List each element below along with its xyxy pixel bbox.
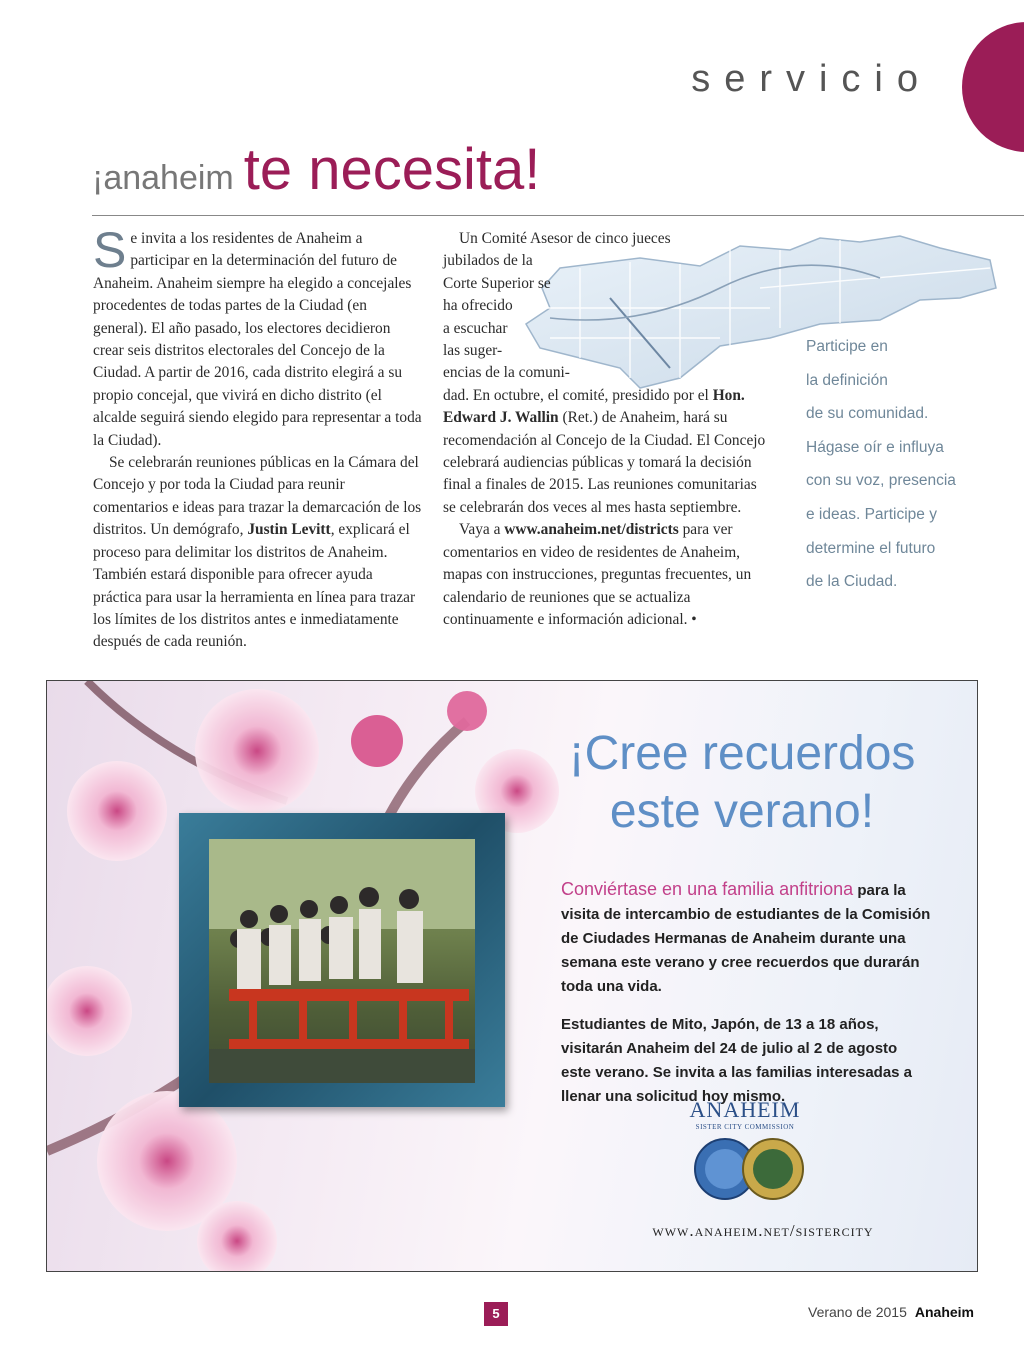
issue-label: Verano de 2015 bbox=[808, 1304, 907, 1320]
paragraph-4-text-b: para ver comentarios en video de residentes de Anaheim, mapas con instrucciones, preguntas frecuentes, un calendario de reuniones que se actualiza continuamente e información adicional. • bbox=[443, 521, 752, 628]
logo-name: ANAHEIM bbox=[689, 1097, 801, 1122]
wrap-line-1: Un Comité Asesor de cinco jueces bbox=[459, 230, 671, 247]
wrap-line-4: ha ofrecido bbox=[443, 297, 513, 315]
wrap-line-2: jubilados de la bbox=[443, 252, 533, 270]
section-tab-circle bbox=[962, 22, 1024, 152]
pull-quote-line: e ideas. Participe y bbox=[806, 505, 937, 523]
drop-cap: S bbox=[93, 222, 127, 278]
ad-title-line-1: ¡Cree recuerdos bbox=[568, 727, 916, 780]
page-title bbox=[92, 136, 540, 203]
title-main: te necesita! bbox=[243, 137, 541, 202]
group-photo bbox=[209, 839, 475, 1083]
sister-city-logo bbox=[683, 1097, 807, 1207]
ad-paragraph-2: Estudiantes de Mito, Japón, de 13 a 18 años, visitarán Anaheim del 24 de julio al 2 de agosto este verano. Se invita a las familias interesadas a llenar una solicitud hoy mismo. bbox=[561, 1016, 913, 1105]
pull-quote-line: de su comunidad. bbox=[806, 405, 929, 423]
pull-quote-line: Hágase oír e influya bbox=[806, 438, 944, 456]
sister-city-url[interactable]: www.anaheim.net/sistercity bbox=[652, 1221, 874, 1240]
ad-body bbox=[561, 877, 931, 1123]
paragraph-1-text: e invita a los residentes de Anaheim a participar en la determinación del futuro de Anaheim. Anaheim siempre ha elegido a concejales procedentes de todas partes de la Ciudad (en general). El año pasado, los electores decidieron crear seis distritos electorales del Concejo de la Ciudad. A partir de 2016, cada distrito elegirá a su propio concejal, que vivirá en dicho distrito (el alcalde seguirá siendo elegido para representar a toda la Ciudad). bbox=[93, 230, 422, 449]
ad-title bbox=[537, 725, 947, 841]
person-name: Justin Levitt bbox=[247, 521, 331, 539]
paragraph-3 bbox=[443, 228, 773, 519]
paragraph-2-text-a: Se celebrarán reuniones públicas en la Cámara del Concejo y por toda la Ciudad para reunir comentarios e ideas para trazar la demarcación de los distritos. Un demógrafo, bbox=[93, 454, 422, 539]
title-prefix: ¡anaheim bbox=[92, 159, 234, 197]
paragraph-4-text-a: Vaya a bbox=[459, 521, 505, 539]
section-label: servicio bbox=[691, 58, 932, 100]
pull-quote bbox=[806, 330, 1006, 599]
footer bbox=[808, 1304, 974, 1320]
article-column-2 bbox=[443, 228, 773, 631]
person-name: Hon. Edward J. Wallin bbox=[443, 386, 745, 427]
sister-city-ad bbox=[46, 680, 978, 1272]
paragraph-1 bbox=[93, 222, 423, 452]
page-number: 5 bbox=[484, 1302, 508, 1326]
districts-link[interactable]: www.anaheim.net/districts bbox=[504, 521, 679, 539]
article-column-1 bbox=[93, 222, 423, 654]
wrap-line-3: Corte Superior se bbox=[443, 274, 551, 292]
ad-title-line-2: este verano! bbox=[609, 785, 875, 838]
pull-quote-line: determine el futuro bbox=[806, 539, 936, 557]
wrap-line-5: a escuchar bbox=[443, 319, 508, 337]
pull-quote-line: la definición bbox=[806, 371, 888, 389]
logo-subtitle: SISTER CITY COMMISSION bbox=[695, 1123, 795, 1131]
paragraph-2-text-b: , explicará el proceso para delimitar los distritos de Anaheim. También estará disponible para ofrecer ayuda práctica para usar la herramienta en línea para trazar los límites de los distritos antes e inmediatamente después de cada reunión. bbox=[93, 521, 416, 651]
ad-paragraph-1-text: para la visita de intercambio de estudiantes de la Comisión de Ciudades Hermanas de Anaheim durante una semana este verano y cree recuerdos que durarán toda una vida. bbox=[561, 882, 931, 995]
wrap-line-6: las suger- bbox=[443, 342, 503, 360]
ad-accent-text: Conviértase en una familia anfitriona bbox=[561, 879, 854, 899]
pull-quote-line: Participe en bbox=[806, 338, 888, 355]
paragraph-3-text-b: (Ret.) de Anaheim, hará su recomendación al Concejo de la Ciudad. El Concejo celebrará audiencias públicas y tomará la decisión final a finales de 2015. Las reuniones comunitarias se celebrarán dos veces al mes hasta septiembre. bbox=[443, 409, 766, 516]
pull-quote-line: de la Ciudad. bbox=[806, 573, 898, 591]
ad-paragraph-1 bbox=[561, 877, 931, 999]
paragraph-2 bbox=[93, 452, 423, 654]
title-rule bbox=[92, 215, 1024, 216]
wrap-line-7: encias de la comuni- bbox=[443, 364, 570, 382]
photo-frame bbox=[179, 813, 505, 1107]
pull-quote-line: con su voz, presencia bbox=[806, 472, 956, 490]
paragraph-4 bbox=[443, 519, 773, 631]
magazine-brand: Anaheim bbox=[914, 1304, 974, 1320]
paragraph-3-text-a: dad. En octubre, el comité, presidido por el bbox=[443, 386, 713, 404]
